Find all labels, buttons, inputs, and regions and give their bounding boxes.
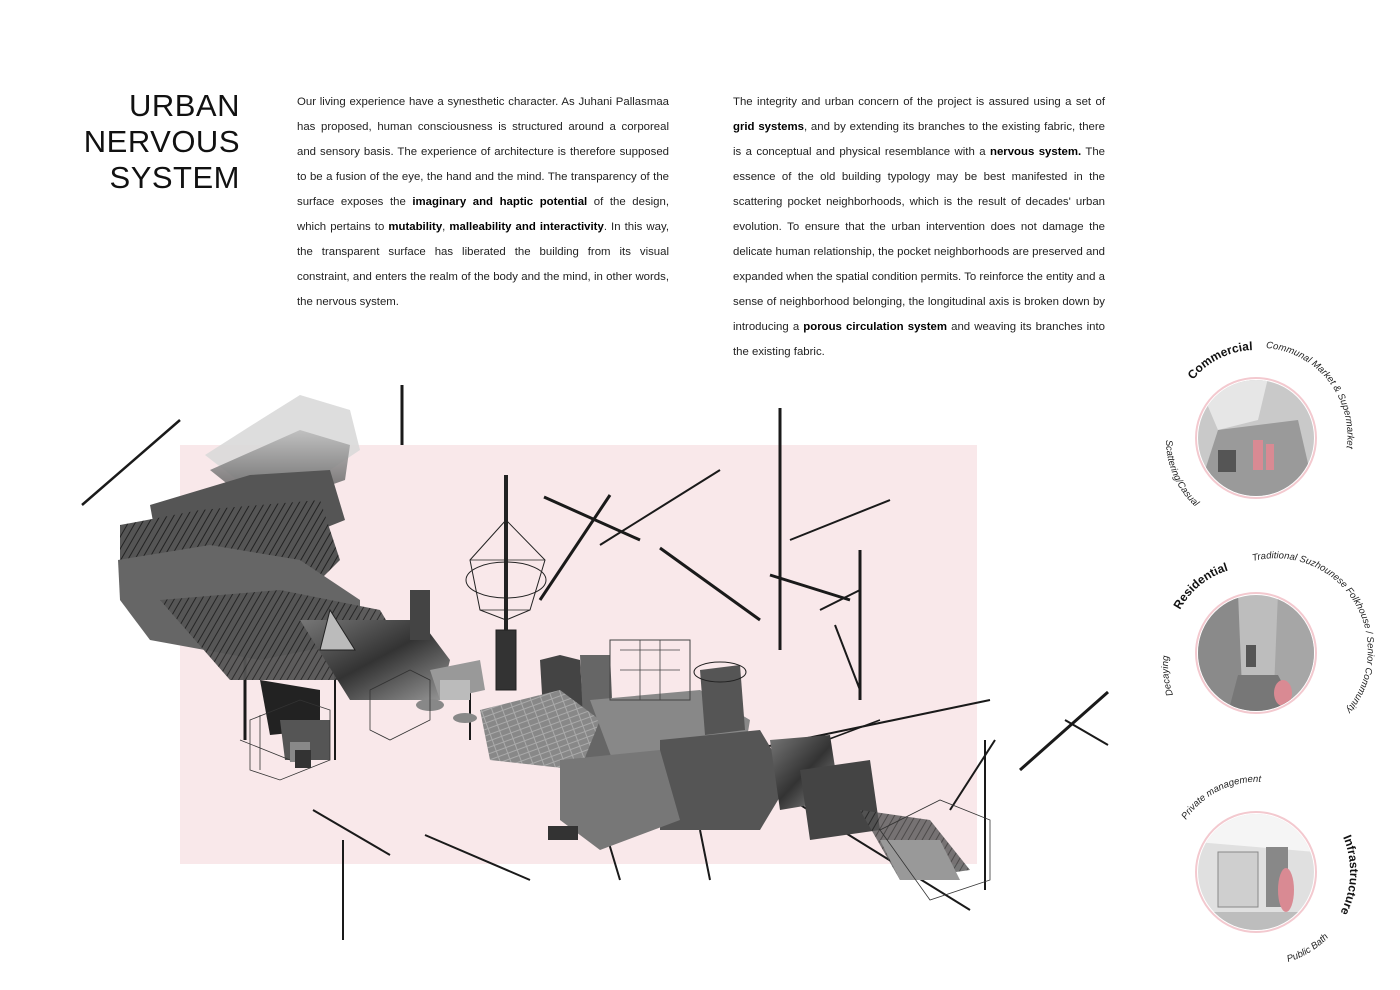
residential-sub-label: Traditional Suzhounese Folkhouse / Senior Community — [1251, 550, 1376, 716]
residential-label: Residential — [1170, 559, 1230, 612]
commercial-diagram — [1158, 340, 1358, 540]
commercial-label: Commercial — [1184, 339, 1253, 382]
p1-segment: , — [442, 221, 450, 233]
infrastructure-sub-label: Private management — [1179, 773, 1262, 822]
p2-segment: The integrity and urban concern of the project is assured using a set of — [733, 96, 1105, 108]
commercial-side-label: Scattering/Casual — [1162, 439, 1201, 510]
p2-segment: , and by extending its branches to the existing fabric, there is a conceptual and physical resemblance with a — [733, 121, 1105, 158]
p2-segment: grid systems — [733, 121, 804, 133]
p1-segment: malleability and interactivity — [449, 221, 604, 233]
infrastructure-side-label: Public Bath — [1285, 931, 1331, 965]
p1-segment: mutability — [388, 221, 443, 233]
p1-segment: Our living experience have a synesthetic character. As Juhani Pallasmaa has proposed, human consciousness is structured around a corporeal and sensory basis. The experience of architecture is therefore supposed to be a fusion of the eye, the hand and the mind. The transparency of the surface exposes the — [297, 96, 669, 208]
p2-segment: The essence of the old building typology may be best manifested in the scattering pocket neighborhoods, which is the result of decades' urban evolution. To ensure that the urban intervention does not damage the delicate human relationship, the pocket neighborhoods are preserved and expanded when the spatial condition permits. To reinforce the entity and a sense of neighborhood belonging, the longitudinal axis is broken down by introducing a — [733, 146, 1105, 333]
p2-segment: porous circulation system — [803, 321, 947, 333]
residential-diagram — [1158, 550, 1376, 755]
p1-segment: imaginary and haptic potential — [412, 196, 588, 208]
title-line-1: URBAN — [128, 88, 240, 123]
title-line-3: SYSTEM — [109, 160, 240, 195]
infrastructure-diagram — [1158, 772, 1362, 972]
residential-side-label: Decaying — [1160, 655, 1176, 698]
infrastructure-label: Infrastructure — [1337, 832, 1362, 918]
p2-segment: nervous system. — [989, 146, 1082, 158]
p2-segment: and weaving its branches into the existing fabric. — [733, 321, 1105, 358]
p1-segment: . In this way, the transparent surface has liberated the building from its visual constraint, and enters the realm of the body and the mind, in other words, the nervous system. — [297, 221, 670, 308]
title-line-2: NERVOUS — [83, 124, 240, 159]
p1-segment: of the design, which pertains to — [297, 196, 670, 233]
commercial-sub-label: Communal Market & Supermarket — [1265, 339, 1356, 450]
